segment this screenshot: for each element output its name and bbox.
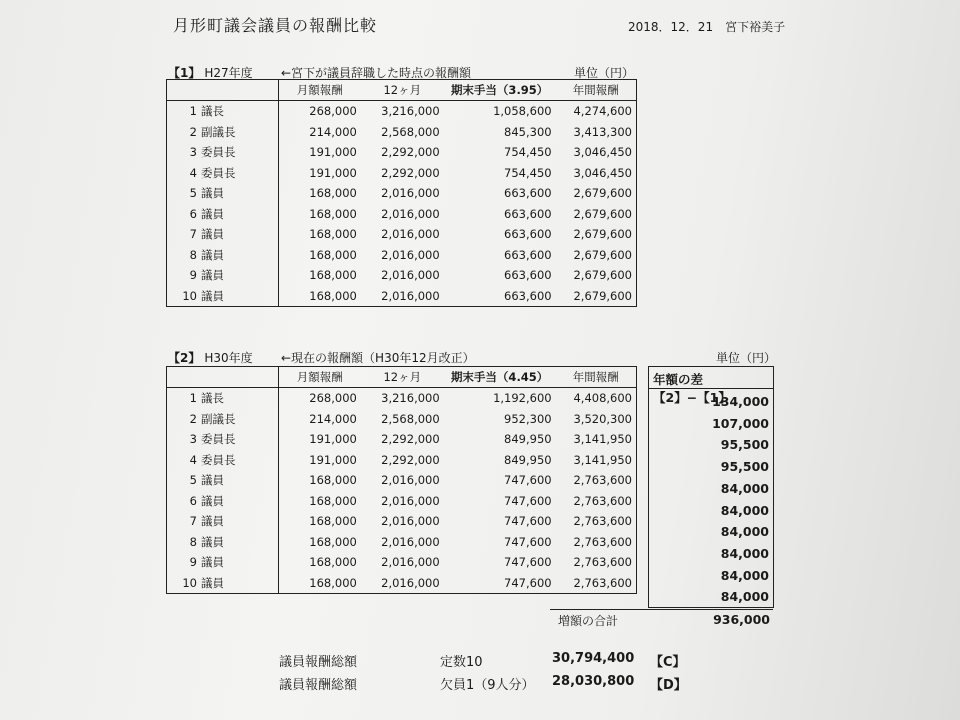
row-number: 4 (189, 165, 197, 180)
annual12-cell: 2,016,000 (381, 575, 440, 590)
monthly-cell: 168,000 (309, 288, 357, 303)
annual12-cell: 2,568,000 (381, 411, 440, 426)
annual12-cell: 2,292,000 (381, 432, 440, 447)
yearly-cell: 3,413,300 (573, 124, 632, 139)
bonus-cell: 663,600 (504, 268, 552, 283)
monthly-cell: 168,000 (309, 206, 357, 221)
position-cell (167, 286, 279, 307)
table-row (167, 286, 637, 307)
yearly-cell: 2,763,600 (573, 493, 632, 508)
annual12-cell: 2,016,000 (381, 206, 440, 221)
position-cell (167, 552, 279, 573)
monthly-cell: 168,000 (309, 575, 357, 590)
column-header: 年間報酬 (556, 367, 637, 388)
bonus-cell: 663,600 (504, 186, 552, 201)
yearly-cell: 2,679,600 (573, 268, 632, 283)
bonus-cell: 849,950 (504, 432, 552, 447)
monthly-cell: 214,000 (309, 411, 357, 426)
row-number: 6 (189, 493, 197, 508)
column-header: 年間報酬 (556, 80, 637, 101)
table-row (167, 552, 637, 573)
monthly-cell: 191,000 (309, 452, 357, 467)
row-number: 9 (189, 268, 197, 283)
difference-value: 107,000 (712, 415, 769, 431)
monthly-cell: 168,000 (309, 473, 357, 488)
position-cell (167, 142, 279, 163)
section1-table (166, 79, 637, 307)
monthly-cell: 168,000 (309, 534, 357, 549)
summary-d-label: 議員報酬総額 (279, 678, 358, 693)
annual12-cell: 2,016,000 (381, 555, 440, 570)
yearly-cell: 3,141,950 (573, 432, 632, 447)
position-title: 議員 (201, 268, 224, 283)
annual12-cell: 2,568,000 (381, 124, 440, 139)
position-cell (167, 409, 279, 430)
column-header: 月額報酬 (278, 80, 361, 101)
column-header: 期末手当（4.45） (444, 367, 556, 388)
yearly-cell: 3,046,450 (573, 145, 632, 160)
annual12-cell: 2,016,000 (381, 186, 440, 201)
monthly-cell: 268,000 (309, 391, 357, 406)
bonus-cell: 747,600 (504, 514, 552, 529)
summary-c-label: 議員報酬総額 (279, 655, 358, 670)
summary-c-cond: 定数10 (440, 655, 483, 670)
annual12-cell: 2,016,000 (381, 247, 440, 262)
position-cell (167, 224, 279, 245)
position-title: 議員 (201, 575, 224, 590)
bonus-cell: 849,950 (504, 452, 552, 467)
section1-header-row (167, 80, 637, 101)
monthly-cell: 168,000 (309, 493, 357, 508)
yearly-cell: 2,763,600 (573, 534, 632, 549)
monthly-cell: 191,000 (309, 432, 357, 447)
table-row (167, 224, 637, 245)
row-number: 9 (189, 555, 197, 570)
row-number: 2 (189, 411, 197, 426)
bonus-cell: 747,600 (504, 493, 552, 508)
total-value: 936,000 (713, 612, 770, 627)
yearly-cell: 2,679,600 (573, 227, 632, 242)
table-row (167, 388, 637, 409)
bonus-cell: 747,600 (504, 534, 552, 549)
table-row (167, 573, 637, 594)
position-cell (167, 163, 279, 184)
column-header: 12ヶ月 (361, 367, 444, 388)
monthly-cell: 268,000 (309, 104, 357, 119)
position-title: 議員 (201, 555, 224, 570)
yearly-cell: 3,520,300 (573, 411, 632, 426)
summary-d-cond: 欠員1（9人分） (440, 678, 535, 693)
position-title: 議員 (201, 473, 224, 488)
section2-table (166, 366, 637, 594)
position-title: 議員 (201, 186, 224, 201)
monthly-cell: 168,000 (309, 555, 357, 570)
total-label: 増額の合計 (558, 614, 619, 628)
difference-value: 84,000 (720, 502, 769, 518)
bonus-cell: 663,600 (504, 206, 552, 221)
monthly-cell: 168,000 (309, 186, 357, 201)
position-cell (167, 122, 279, 143)
annual12-cell: 2,016,000 (381, 514, 440, 529)
row-number: 3 (189, 432, 197, 447)
bonus-cell: 754,450 (504, 165, 552, 180)
annual12-cell: 2,292,000 (381, 452, 440, 467)
section1-unit: 単位（円） (574, 66, 635, 80)
section2-note: ←現在の報酬額（H30年12月改正） (281, 351, 475, 365)
yearly-cell: 2,679,600 (573, 247, 632, 262)
bonus-cell: 1,192,600 (493, 391, 552, 406)
position-cell (167, 573, 279, 594)
bonus-cell: 747,600 (504, 555, 552, 570)
bonus-cell: 663,600 (504, 288, 552, 303)
position-title: 議員 (201, 247, 224, 262)
difference-box (648, 366, 774, 608)
position-cell (167, 470, 279, 491)
annual12-cell: 2,016,000 (381, 288, 440, 303)
position-title: 議員 (201, 514, 224, 529)
bonus-cell: 845,300 (504, 124, 552, 139)
bonus-cell: 952,300 (504, 411, 552, 426)
row-number: 5 (189, 473, 197, 488)
bonus-cell: 663,600 (504, 247, 552, 262)
table-row (167, 409, 637, 430)
section2-number: 【2】 (168, 351, 201, 365)
position-title: 議員 (201, 493, 224, 508)
difference-value: 84,000 (720, 567, 769, 583)
summary-c-value: 30,794,400 (552, 651, 635, 666)
row-number: 3 (189, 145, 197, 160)
row-number: 2 (189, 124, 197, 139)
annual12-cell: 2,292,000 (381, 145, 440, 160)
table-row (167, 532, 637, 553)
position-cell (167, 101, 279, 122)
table-row (167, 450, 637, 471)
header-blank-cell (167, 367, 279, 388)
yearly-cell: 2,763,600 (573, 575, 632, 590)
difference-value: 84,000 (720, 480, 769, 496)
difference-header: 年額の差【2】−【1】 (653, 372, 731, 405)
position-title: 議員 (201, 227, 224, 242)
table-row (167, 122, 637, 143)
difference-value: 95,500 (720, 437, 769, 453)
section2-label (168, 349, 253, 366)
table-row (167, 470, 637, 491)
monthly-cell: 168,000 (309, 247, 357, 262)
table-row (167, 491, 637, 512)
difference-value: 84,000 (720, 524, 769, 540)
summary-c-tag: 【C】 (650, 655, 686, 670)
position-title: 委員長 (201, 432, 236, 447)
table-row (167, 142, 637, 163)
table-row (167, 245, 637, 266)
annual12-cell: 2,292,000 (381, 165, 440, 180)
section2-year: H30年度 (204, 351, 253, 365)
row-number: 10 (182, 288, 197, 303)
table-row (167, 163, 637, 184)
position-cell (167, 204, 279, 225)
position-cell (167, 183, 279, 204)
monthly-cell: 191,000 (309, 145, 357, 160)
row-number: 7 (189, 514, 197, 529)
section2-unit: 単位（円） (716, 351, 777, 365)
bonus-cell: 663,600 (504, 227, 552, 242)
position-title: 議員 (201, 534, 224, 549)
table-row (167, 511, 637, 532)
annual12-cell: 2,016,000 (381, 227, 440, 242)
date-author: 2018．12．21 宮下裕美子 (628, 20, 786, 34)
summary-d-value: 28,030,800 (552, 674, 635, 689)
row-number: 5 (189, 186, 197, 201)
monthly-cell: 168,000 (309, 227, 357, 242)
section1-year: H27年度 (204, 66, 253, 80)
yearly-cell: 2,763,600 (573, 555, 632, 570)
position-title: 議員 (201, 206, 224, 221)
bonus-cell: 747,600 (504, 575, 552, 590)
column-header: 月額報酬 (278, 367, 361, 388)
position-title: 委員長 (201, 145, 236, 160)
position-cell (167, 245, 279, 266)
row-number: 6 (189, 206, 197, 221)
row-number: 8 (189, 247, 197, 262)
document-title: 月形町議会議員の報酬比較 (173, 16, 378, 35)
position-cell (167, 532, 279, 553)
yearly-cell: 4,408,600 (573, 391, 632, 406)
yearly-cell: 2,679,600 (573, 288, 632, 303)
section1-note: ←宮下が議員辞職した時点の報酬額 (281, 66, 472, 80)
summary-d-tag: 【D】 (650, 678, 687, 693)
difference-value: 134,000 (712, 394, 769, 409)
position-title: 委員長 (201, 165, 236, 180)
position-cell (167, 388, 279, 409)
yearly-cell: 2,679,600 (573, 186, 632, 201)
annual12-cell: 2,016,000 (381, 534, 440, 549)
position-title: 議長 (201, 104, 224, 119)
row-number: 7 (189, 227, 197, 242)
bonus-cell: 754,450 (504, 145, 552, 160)
table-row (167, 183, 637, 204)
table-row (167, 265, 637, 286)
monthly-cell: 168,000 (309, 268, 357, 283)
position-cell (167, 511, 279, 532)
table-row (167, 204, 637, 225)
position-title: 副議長 (201, 124, 236, 139)
difference-value: 84,000 (720, 545, 769, 561)
section2-header-row (167, 367, 637, 388)
row-number: 10 (182, 575, 197, 590)
annual12-cell: 3,216,000 (381, 391, 440, 406)
row-number: 1 (189, 391, 197, 406)
position-cell (167, 429, 279, 450)
row-number: 8 (189, 534, 197, 549)
annual12-cell: 3,216,000 (381, 104, 440, 119)
yearly-cell: 2,763,600 (573, 514, 632, 529)
table-row (167, 101, 637, 122)
yearly-cell: 3,046,450 (573, 165, 632, 180)
position-title: 議長 (201, 391, 224, 406)
position-title: 副議長 (201, 411, 236, 426)
difference-value: 95,500 (720, 459, 769, 475)
position-cell (167, 450, 279, 471)
yearly-cell: 2,763,600 (573, 473, 632, 488)
position-title: 議員 (201, 288, 224, 303)
difference-value: 84,000 (720, 589, 769, 605)
monthly-cell: 168,000 (309, 514, 357, 529)
column-header: 期末手当（3.95） (444, 80, 556, 101)
row-number: 4 (189, 452, 197, 467)
section1-number: 【1】 (168, 66, 201, 80)
annual12-cell: 2,016,000 (381, 493, 440, 508)
row-number: 1 (189, 104, 197, 119)
bonus-cell: 747,600 (504, 473, 552, 488)
total-underline (550, 609, 773, 610)
bonus-cell: 1,058,600 (493, 104, 552, 119)
annual12-cell: 2,016,000 (381, 473, 440, 488)
monthly-cell: 214,000 (309, 124, 357, 139)
position-cell (167, 491, 279, 512)
yearly-cell: 4,274,600 (573, 104, 632, 119)
position-cell (167, 265, 279, 286)
table-row (167, 429, 637, 450)
monthly-cell: 191,000 (309, 165, 357, 180)
position-title: 委員長 (201, 452, 236, 467)
yearly-cell: 2,679,600 (573, 206, 632, 221)
column-header: 12ヶ月 (361, 80, 444, 101)
header-blank-cell (167, 80, 279, 101)
yearly-cell: 3,141,950 (573, 452, 632, 467)
annual12-cell: 2,016,000 (381, 268, 440, 283)
